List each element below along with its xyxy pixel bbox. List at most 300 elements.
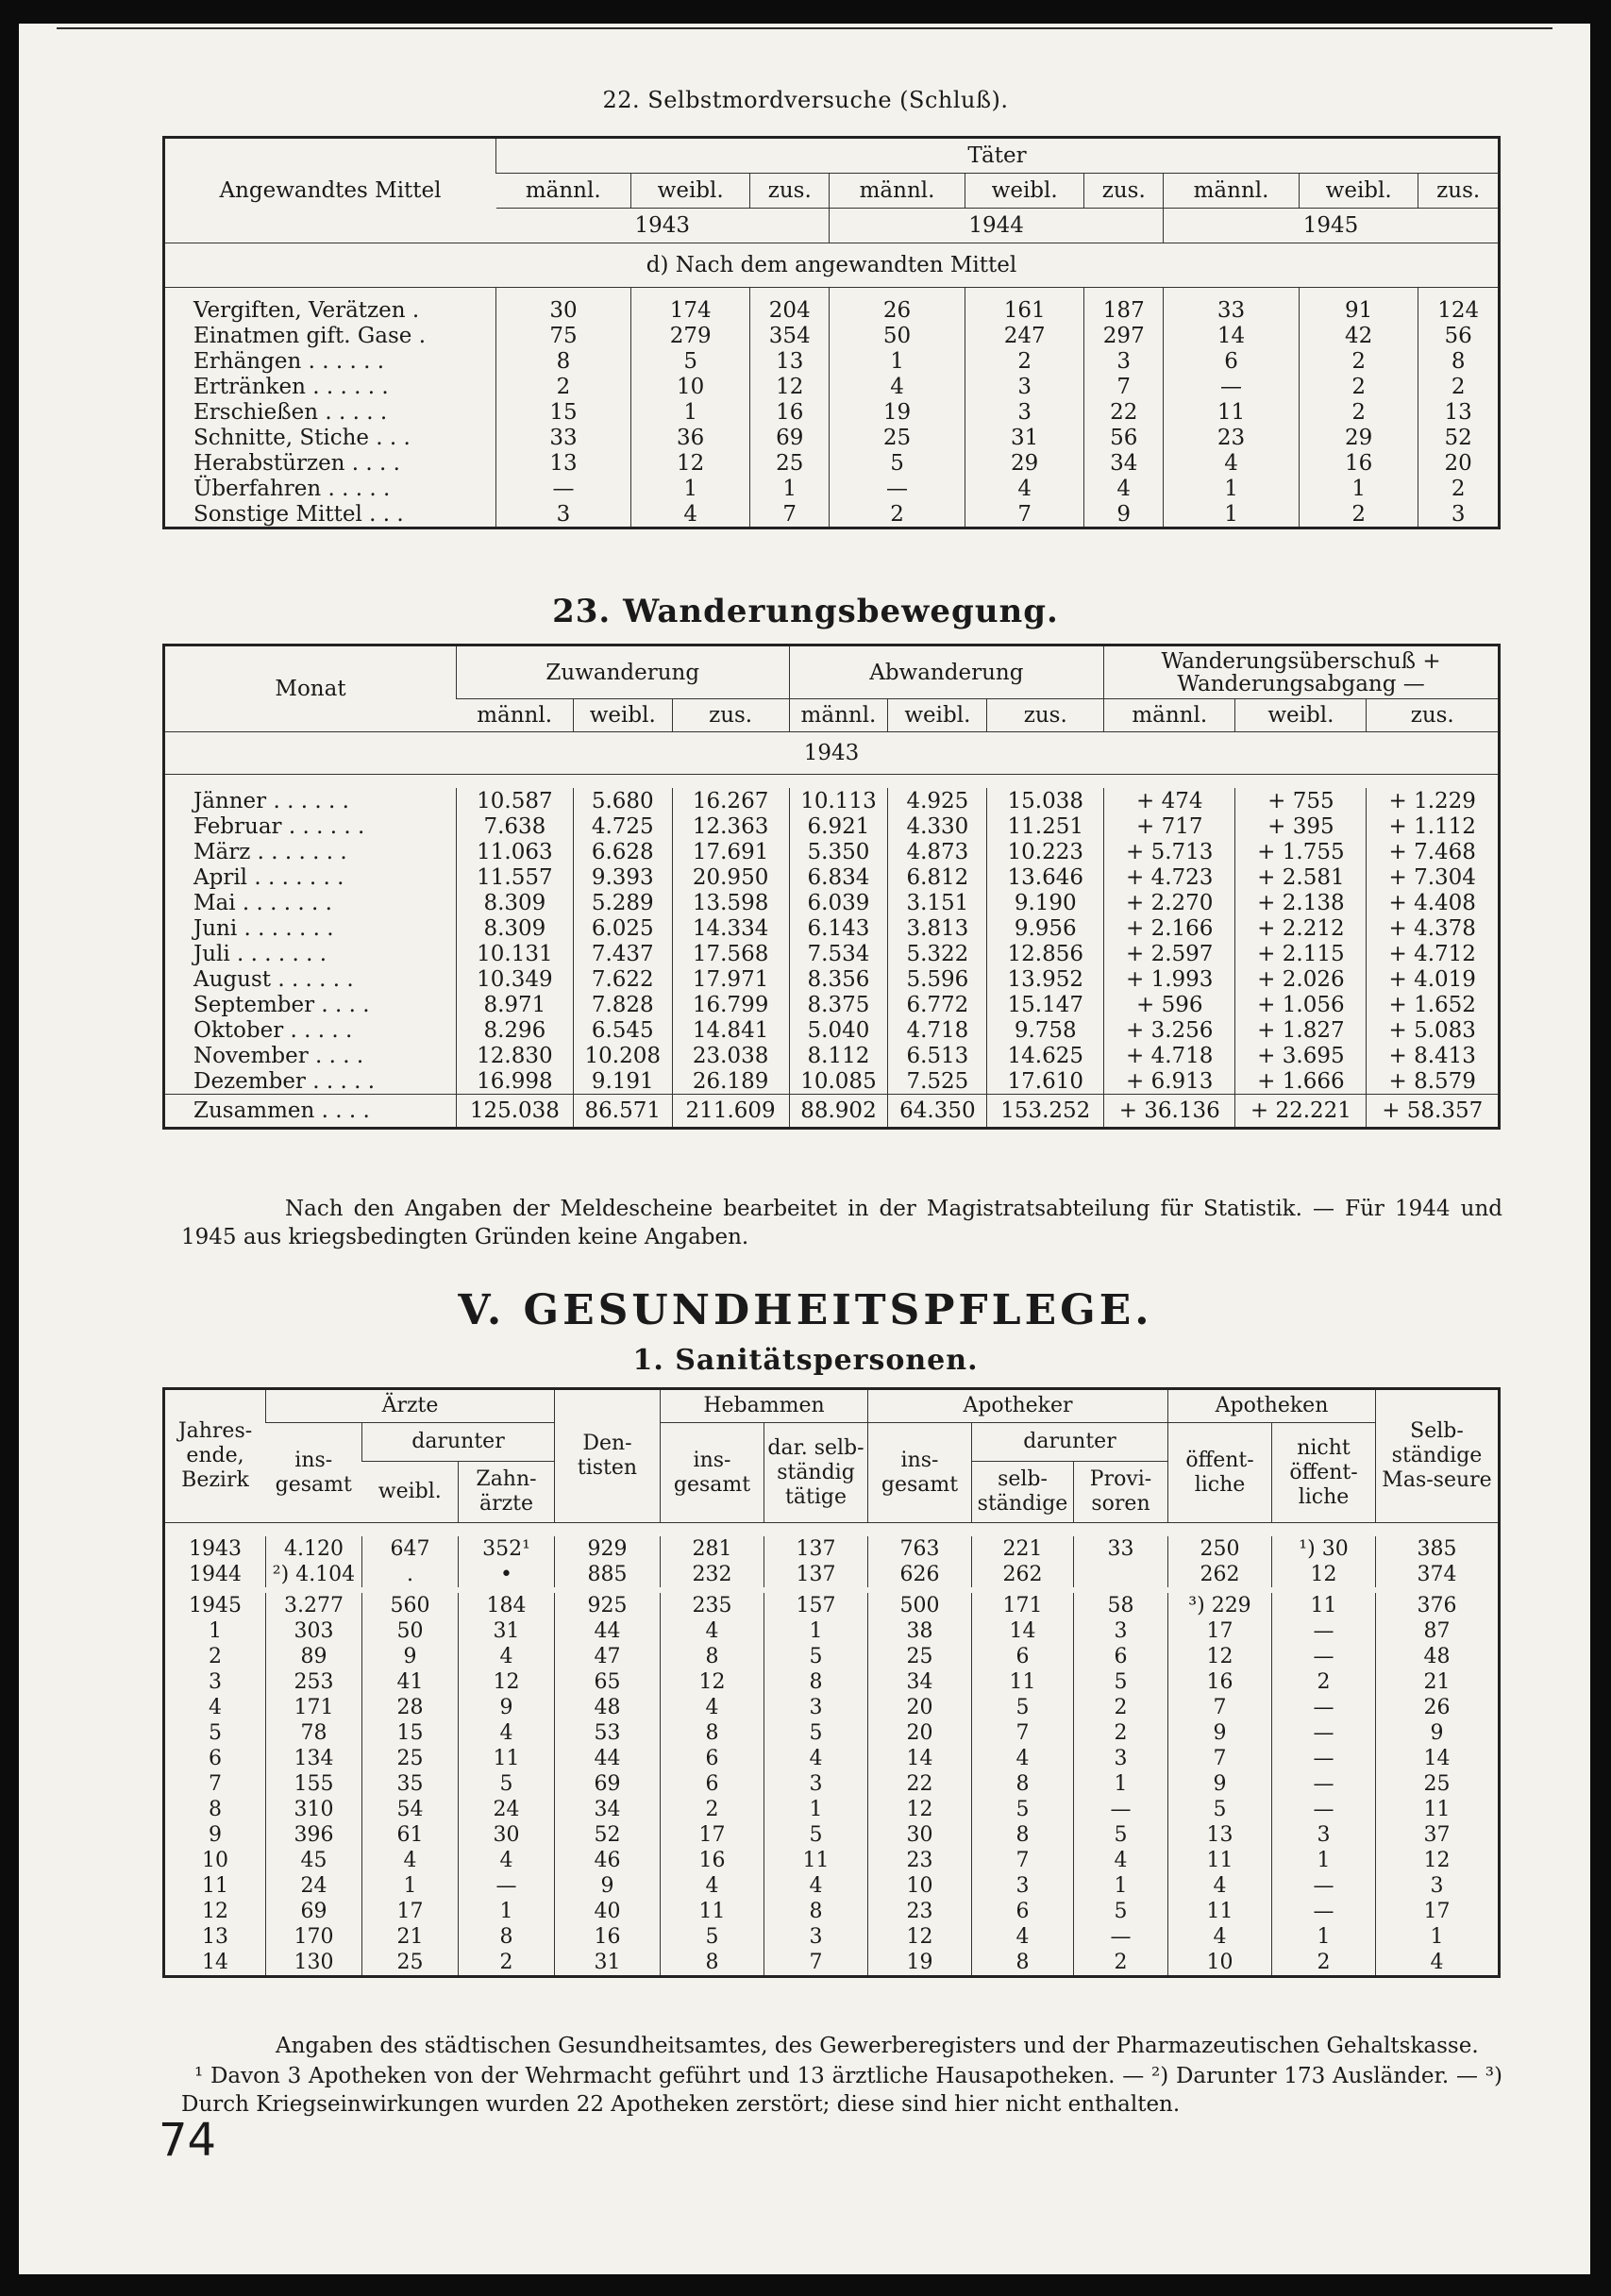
t1-h-jahr: Jahres-ende, Bezirk — [177, 1419, 253, 1492]
table-cell: 14 — [972, 1618, 1074, 1644]
row-label: Erhängen . . . . . . — [193, 348, 385, 374]
table-cell: 3 — [496, 501, 631, 528]
table-cell: 8 — [764, 1899, 868, 1924]
table-cell: 16 — [1168, 1669, 1272, 1695]
table-cell: 22 — [1084, 399, 1164, 425]
table-cell: 5.322 — [888, 941, 987, 966]
table-cell: 7.828 — [573, 992, 672, 1017]
table-cell: 14.841 — [672, 1017, 789, 1043]
table-cell: 8 — [972, 1950, 1074, 1977]
table-cell: 12.856 — [987, 941, 1104, 966]
table-cell: 10.085 — [789, 1068, 888, 1095]
table-cell: 25 — [1376, 1771, 1500, 1797]
table-cell: + 1.993 — [1104, 966, 1235, 992]
table-cell: 3 — [1074, 1746, 1168, 1771]
table-cell: 5 — [764, 1644, 868, 1669]
table-row — [164, 813, 1500, 839]
table-cell: 2 — [1418, 374, 1500, 399]
table-cell: 78 — [266, 1720, 362, 1746]
table-cell: + 4.019 — [1367, 966, 1500, 992]
t22-sub-weibl: weibl. — [965, 174, 1083, 209]
table-cell: 4 — [1168, 1924, 1272, 1950]
table-cell: + 1.056 — [1235, 992, 1367, 1017]
row-label: 10 — [202, 1848, 228, 1872]
t1-h-apotheker: Apotheker — [868, 1389, 1168, 1423]
table-cell: 69 — [555, 1771, 661, 1797]
table-cell: 5 — [830, 450, 965, 476]
t23-col-label: Monat — [275, 677, 346, 701]
table-cell: 12.363 — [672, 813, 789, 839]
table-cell: 4 — [972, 1746, 1074, 1771]
table-cell: 4 — [630, 501, 749, 528]
table-cell: 15 — [362, 1720, 459, 1746]
table-cell: • — [459, 1562, 555, 1587]
table-cell: + 5.083 — [1367, 1017, 1500, 1043]
table-cell: 1 — [1272, 1848, 1376, 1873]
table-cell: 13 — [750, 348, 830, 374]
table-cell: 8.309 — [457, 890, 574, 915]
t23-balance-line2: Wanderungsabgang — — [1177, 671, 1425, 696]
t22-col-label: Angewandtes Mittel — [219, 178, 442, 203]
row-label: November . . . . — [193, 1043, 364, 1068]
table-cell: — — [1074, 1924, 1168, 1950]
table-cell: 30 — [459, 1822, 555, 1848]
total-cell: 211.609 — [672, 1095, 789, 1129]
table-cell: 8 — [661, 1950, 764, 1977]
table-row — [164, 374, 1500, 399]
table-cell: 4 — [965, 476, 1083, 501]
t22-year-1945: 1945 — [1164, 209, 1500, 243]
table-cell: 25 — [362, 1950, 459, 1977]
table-cell: 52 — [555, 1822, 661, 1848]
table-cell: 374 — [1376, 1562, 1500, 1587]
row-label: Schnitte, Stiche . . . — [193, 425, 411, 450]
table-cell: — — [1272, 1771, 1376, 1797]
table-cell: 3.151 — [888, 890, 987, 915]
total-cell: 64.350 — [888, 1095, 987, 1129]
table-cell: 161 — [965, 288, 1083, 324]
row-label: 1945 — [189, 1593, 242, 1617]
total-row — [164, 1095, 1500, 1129]
table-cell: 11.063 — [457, 839, 574, 864]
table-cell: 15.147 — [987, 992, 1104, 1017]
table-row — [164, 501, 1500, 528]
table-cell: 33 — [1164, 288, 1300, 324]
t1-source-note: Angaben des städtischen Gesundheitsamtes, des Gewerberegisters und der Pharmazeutischen Gehaltskasse. — [276, 2034, 1479, 2058]
table-cell: 4 — [1164, 450, 1300, 476]
table-cell: 885 — [555, 1562, 661, 1587]
table-cell: 25 — [868, 1644, 972, 1669]
table-cell: 9 — [555, 1873, 661, 1899]
table-cell: + 7.304 — [1367, 864, 1500, 890]
table-cell: 171 — [972, 1593, 1074, 1618]
table-cell: 8 — [661, 1720, 764, 1746]
table-cell: 3 — [1074, 1618, 1168, 1644]
table-cell: 10.113 — [789, 788, 888, 813]
row-label: 14 — [202, 1950, 228, 1974]
table-cell: 2 — [1299, 501, 1418, 528]
table-cell: 4.925 — [888, 788, 987, 813]
table-cell: 8.296 — [457, 1017, 574, 1043]
row-label: Vergiften, Verätzen . — [193, 297, 420, 323]
row-label: Herabstürzen . . . . — [193, 450, 400, 476]
row-label: Sonstige Mittel . . . — [193, 501, 404, 527]
table-cell: 17 — [661, 1822, 764, 1848]
row-label: 2 — [209, 1644, 222, 1668]
t1-h-masseure: Selb-ständige Mas-seure — [1376, 1389, 1500, 1523]
table-cell: 13.598 — [672, 890, 789, 915]
table-row — [164, 1562, 1500, 1587]
table-cell: 23 — [868, 1848, 972, 1873]
table-cell: 8 — [459, 1924, 555, 1950]
table-cell: — — [1272, 1899, 1376, 1924]
t22-section-heading: d) Nach dem angewandten Mittel — [164, 243, 1500, 288]
table-cell: 3 — [1418, 501, 1500, 528]
table-cell: 1 — [750, 476, 830, 501]
table-cell: 9 — [459, 1695, 555, 1720]
table-cell: 11 — [1376, 1797, 1500, 1822]
table-cell: 14 — [1376, 1746, 1500, 1771]
table-cell: 157 — [764, 1593, 868, 1618]
table-cell: 396 — [266, 1822, 362, 1848]
table-cell: 26.189 — [672, 1068, 789, 1095]
table-cell: 11 — [1164, 399, 1300, 425]
table-cell: + 1.827 — [1235, 1017, 1367, 1043]
table-cell: 3 — [1376, 1873, 1500, 1899]
table-cell: + 1.652 — [1367, 992, 1500, 1017]
table-cell: 10.587 — [457, 788, 574, 813]
table-cell: 4 — [459, 1644, 555, 1669]
table-cell: 47 — [555, 1644, 661, 1669]
table-cell: + 4.408 — [1367, 890, 1500, 915]
row-label: Oktober . . . . . — [193, 1017, 353, 1043]
table-cell: + 7.468 — [1367, 839, 1500, 864]
table-cell: — — [1074, 1797, 1168, 1822]
table-cell: 6.025 — [573, 915, 672, 941]
table-row — [164, 425, 1500, 450]
table-cell: — — [1272, 1618, 1376, 1644]
table-cell: 262 — [972, 1562, 1074, 1587]
table-cell: 7.534 — [789, 941, 888, 966]
table-cell: 4 — [764, 1873, 868, 1899]
table-cell: 16.267 — [672, 788, 789, 813]
table-cell: 8.375 — [789, 992, 888, 1017]
table-cell: 1 — [459, 1899, 555, 1924]
row-label: 1944 — [189, 1562, 242, 1586]
table-cell: 8.971 — [457, 992, 574, 1017]
table-cell: 5 — [764, 1822, 868, 1848]
table-cell: 50 — [362, 1618, 459, 1644]
table-cell: 7.437 — [573, 941, 672, 966]
table-cell: 25 — [830, 425, 965, 450]
table-22-suicide-attempts — [162, 136, 1501, 529]
table-cell: — — [459, 1873, 555, 1899]
table-cell: 6.513 — [888, 1043, 987, 1068]
table-cell: + 1.666 — [1235, 1068, 1367, 1095]
table-cell: 7 — [972, 1848, 1074, 1873]
table-cell: + 2.138 — [1235, 890, 1367, 915]
table-cell: 7 — [1168, 1746, 1272, 1771]
table-cell: 354 — [750, 323, 830, 348]
table-23-migration — [162, 644, 1501, 1130]
t23-group-balance — [1104, 645, 1500, 699]
row-label: Einatmen gift. Gase . — [193, 323, 427, 348]
table-cell: 8 — [764, 1669, 868, 1695]
table-row — [164, 1618, 1500, 1644]
table-cell: + 1.229 — [1367, 788, 1500, 813]
table-cell: + 5.713 — [1104, 839, 1235, 864]
table-cell: 24 — [266, 1873, 362, 1899]
table-cell: + 4.723 — [1104, 864, 1235, 890]
total-cell: 88.902 — [789, 1095, 888, 1129]
table-cell: 11 — [1168, 1848, 1272, 1873]
table-cell: 184 — [459, 1593, 555, 1618]
table-cell: 5.289 — [573, 890, 672, 915]
table-cell: + 4.718 — [1104, 1043, 1235, 1068]
t23-sub-weibl: weibl. — [573, 699, 672, 732]
table-cell: 21 — [362, 1924, 459, 1950]
t1-h-provisoren: Provi-soren — [1074, 1462, 1168, 1523]
table-row — [164, 966, 1500, 992]
table-cell: 15.038 — [987, 788, 1104, 813]
t1-h-dentisten: Den-tisten — [555, 1389, 661, 1523]
table-cell: 8 — [1418, 348, 1500, 374]
table-cell: 6 — [972, 1899, 1074, 1924]
table-cell: 16.998 — [457, 1068, 574, 1095]
row-label: 8 — [209, 1797, 222, 1821]
table-cell: 12 — [1168, 1644, 1272, 1669]
row-label: Erschießen . . . . . — [193, 399, 388, 425]
table-row — [164, 1593, 1500, 1618]
table-cell: 6.834 — [789, 864, 888, 890]
table-cell: + 395 — [1235, 813, 1367, 839]
table-cell: 42 — [1299, 323, 1418, 348]
row-label: April . . . . . . . — [193, 864, 344, 890]
row-label: 13 — [202, 1924, 228, 1949]
t23-sub-weibl: weibl. — [1235, 699, 1367, 732]
table-cell: 5 — [972, 1797, 1074, 1822]
table-row — [164, 1950, 1500, 1977]
table-cell: 10.349 — [457, 966, 574, 992]
table-cell: + 4.378 — [1367, 915, 1500, 941]
t22-year-1943: 1943 — [496, 209, 830, 243]
row-label: Dezember . . . . . — [193, 1068, 376, 1094]
table-cell: 26 — [1376, 1695, 1500, 1720]
table23-title: 23. Wanderungsbewegung. — [552, 593, 1059, 630]
table-cell: 4.120 — [266, 1536, 362, 1562]
table-row — [164, 1924, 1500, 1950]
table-cell: 48 — [555, 1695, 661, 1720]
table-cell: 8 — [496, 348, 631, 374]
table-row — [164, 1043, 1500, 1068]
row-label: März . . . . . . . — [193, 839, 347, 864]
table-cell: — — [1272, 1797, 1376, 1822]
table-1-health-personnel — [162, 1387, 1501, 1978]
table-cell: 13 — [1168, 1822, 1272, 1848]
table-cell: — — [1272, 1746, 1376, 1771]
table-cell: 58 — [1074, 1593, 1168, 1618]
table-cell: + 755 — [1235, 788, 1367, 813]
t22-sub-zus: zus. — [1418, 174, 1500, 209]
table-cell: 1 — [1272, 1924, 1376, 1950]
table-cell: — — [1272, 1644, 1376, 1669]
table-cell: 1 — [1164, 476, 1300, 501]
table-cell: + 4.712 — [1367, 941, 1500, 966]
row-label: Überfahren . . . . . — [193, 476, 391, 501]
table-cell: 7.525 — [888, 1068, 987, 1095]
table-cell: 1 — [830, 348, 965, 374]
table-cell: 37 — [1376, 1822, 1500, 1848]
row-label: Juli . . . . . . . — [193, 941, 327, 966]
section-subtitle: 1. Sanitätspersonen. — [632, 1344, 979, 1377]
table-cell: + 2.270 — [1104, 890, 1235, 915]
table-cell: 2 — [1299, 399, 1418, 425]
table-cell: 6 — [661, 1746, 764, 1771]
table-cell: 1 — [362, 1873, 459, 1899]
table-cell: 16 — [1299, 450, 1418, 476]
table-row — [164, 1068, 1500, 1095]
row-label: September . . . . — [193, 992, 370, 1017]
table-cell: 3 — [1084, 348, 1164, 374]
table-row — [164, 864, 1500, 890]
table-cell: 134 — [266, 1746, 362, 1771]
table-cell: 1 — [1074, 1873, 1168, 1899]
table-cell: 33 — [1074, 1536, 1168, 1562]
table-cell: 235 — [661, 1593, 764, 1618]
table-row — [164, 1797, 1500, 1822]
table-cell: 4.718 — [888, 1017, 987, 1043]
table-row — [164, 915, 1500, 941]
table-cell: + 3.695 — [1235, 1043, 1367, 1068]
table-cell: 376 — [1376, 1593, 1500, 1618]
t23-sub-männl: männl. — [789, 699, 888, 732]
table-cell: 19 — [830, 399, 965, 425]
table-cell: 13 — [1418, 399, 1500, 425]
table-cell: — — [496, 476, 631, 501]
t22-sub-zus: zus. — [750, 174, 830, 209]
t23-sub-zus: zus. — [672, 699, 789, 732]
table-cell: 11 — [1168, 1899, 1272, 1924]
table-cell: + 2.166 — [1104, 915, 1235, 941]
table-cell: 279 — [630, 323, 749, 348]
t1-h-nicht-oeffentliche: nicht öffent-liche — [1272, 1423, 1376, 1523]
t1-h-selbstaendige: selb-ständige — [972, 1462, 1074, 1523]
table-cell: 34 — [1084, 450, 1164, 476]
table-cell: 137 — [764, 1536, 868, 1562]
table-cell: 5 — [1074, 1669, 1168, 1695]
table-cell: 247 — [965, 323, 1083, 348]
table-row — [164, 1669, 1500, 1695]
table-cell: 8 — [661, 1644, 764, 1669]
table-cell: 12 — [1376, 1848, 1500, 1873]
table-cell: 155 — [266, 1771, 362, 1797]
table-cell: 14.334 — [672, 915, 789, 941]
table-cell: 647 — [362, 1536, 459, 1562]
table-cell: 2 — [1272, 1669, 1376, 1695]
table-cell: 6.039 — [789, 890, 888, 915]
t23-sub-weibl: weibl. — [888, 699, 987, 732]
table-cell: 6 — [1164, 348, 1300, 374]
t1-h-hebammen: Hebammen — [661, 1389, 868, 1423]
table-cell: 925 — [555, 1593, 661, 1618]
table-cell: 3 — [764, 1924, 868, 1950]
table-cell: 2 — [496, 374, 631, 399]
row-label: 11 — [202, 1873, 228, 1898]
table-cell: + 474 — [1104, 788, 1235, 813]
table-cell: 91 — [1299, 288, 1418, 324]
table-cell: 204 — [750, 288, 830, 324]
table-row — [164, 1720, 1500, 1746]
row-label: Juni . . . . . . . — [193, 915, 334, 941]
table-cell: 17 — [362, 1899, 459, 1924]
table-cell: 2 — [1074, 1950, 1168, 1977]
table-cell: 34 — [868, 1669, 972, 1695]
table-cell: 11 — [1272, 1593, 1376, 1618]
table-cell: 9 — [362, 1644, 459, 1669]
table-cell: 6.143 — [789, 915, 888, 941]
table-cell: 4 — [972, 1924, 1074, 1950]
table-cell: 2 — [1299, 348, 1418, 374]
table-cell: 4 — [1084, 476, 1164, 501]
table-cell: 23 — [868, 1899, 972, 1924]
table-row — [164, 1822, 1500, 1848]
t1-h-apotheken: Apotheken — [1168, 1389, 1376, 1423]
table-cell: 5.350 — [789, 839, 888, 864]
table-row — [164, 1771, 1500, 1797]
table-cell: 281 — [661, 1536, 764, 1562]
t1-h-zahnaerzte: Zahn-ärzte — [459, 1462, 555, 1523]
t1-h-apotheker-insgesamt: ins-gesamt — [868, 1423, 972, 1523]
row-label: 1943 — [189, 1536, 242, 1561]
table-cell: 65 — [555, 1669, 661, 1695]
table-row — [164, 788, 1500, 813]
table-cell: 33 — [496, 425, 631, 450]
table-cell: 1 — [764, 1797, 868, 1822]
total-cell: 86.571 — [573, 1095, 672, 1129]
table-cell: 4 — [459, 1720, 555, 1746]
table-cell: 52 — [1418, 425, 1500, 450]
table-cell: 2 — [965, 348, 1083, 374]
top-rule — [57, 27, 1552, 29]
table-cell: 174 — [630, 288, 749, 324]
t23-source-note: Nach den Angaben der Meldescheine bearbeitet in der Magistratsabteilung für Statistik. — Für 1944 und 1945 aus kriegsbedingten Gründen keine Angaben. — [181, 1197, 1502, 1249]
table-cell: 4.330 — [888, 813, 987, 839]
table-cell: 45 — [266, 1848, 362, 1873]
table-cell: 4.873 — [888, 839, 987, 864]
table-cell: 2 — [1074, 1695, 1168, 1720]
table-cell: 30 — [496, 288, 631, 324]
table-cell: 25 — [362, 1746, 459, 1771]
total-cell: + 58.357 — [1367, 1095, 1500, 1129]
t1-h-aerzte-darunter: darunter — [362, 1423, 555, 1462]
table-cell: 2 — [830, 501, 965, 528]
table-cell: 626 — [868, 1562, 972, 1587]
table-cell: 16 — [555, 1924, 661, 1950]
table-cell: 19 — [868, 1950, 972, 1977]
table-cell: 23 — [1164, 425, 1300, 450]
table-cell: 6 — [661, 1771, 764, 1797]
table-cell: 8 — [972, 1822, 1074, 1848]
table-cell: 3.813 — [888, 915, 987, 941]
table-cell: 26 — [830, 288, 965, 324]
table-row — [164, 1017, 1500, 1043]
table-cell: 4 — [459, 1848, 555, 1873]
table-cell: 3 — [965, 374, 1083, 399]
table-cell: 7 — [750, 501, 830, 528]
table-cell: 15 — [496, 399, 631, 425]
table-cell: 40 — [555, 1899, 661, 1924]
table-row — [164, 1536, 1500, 1562]
